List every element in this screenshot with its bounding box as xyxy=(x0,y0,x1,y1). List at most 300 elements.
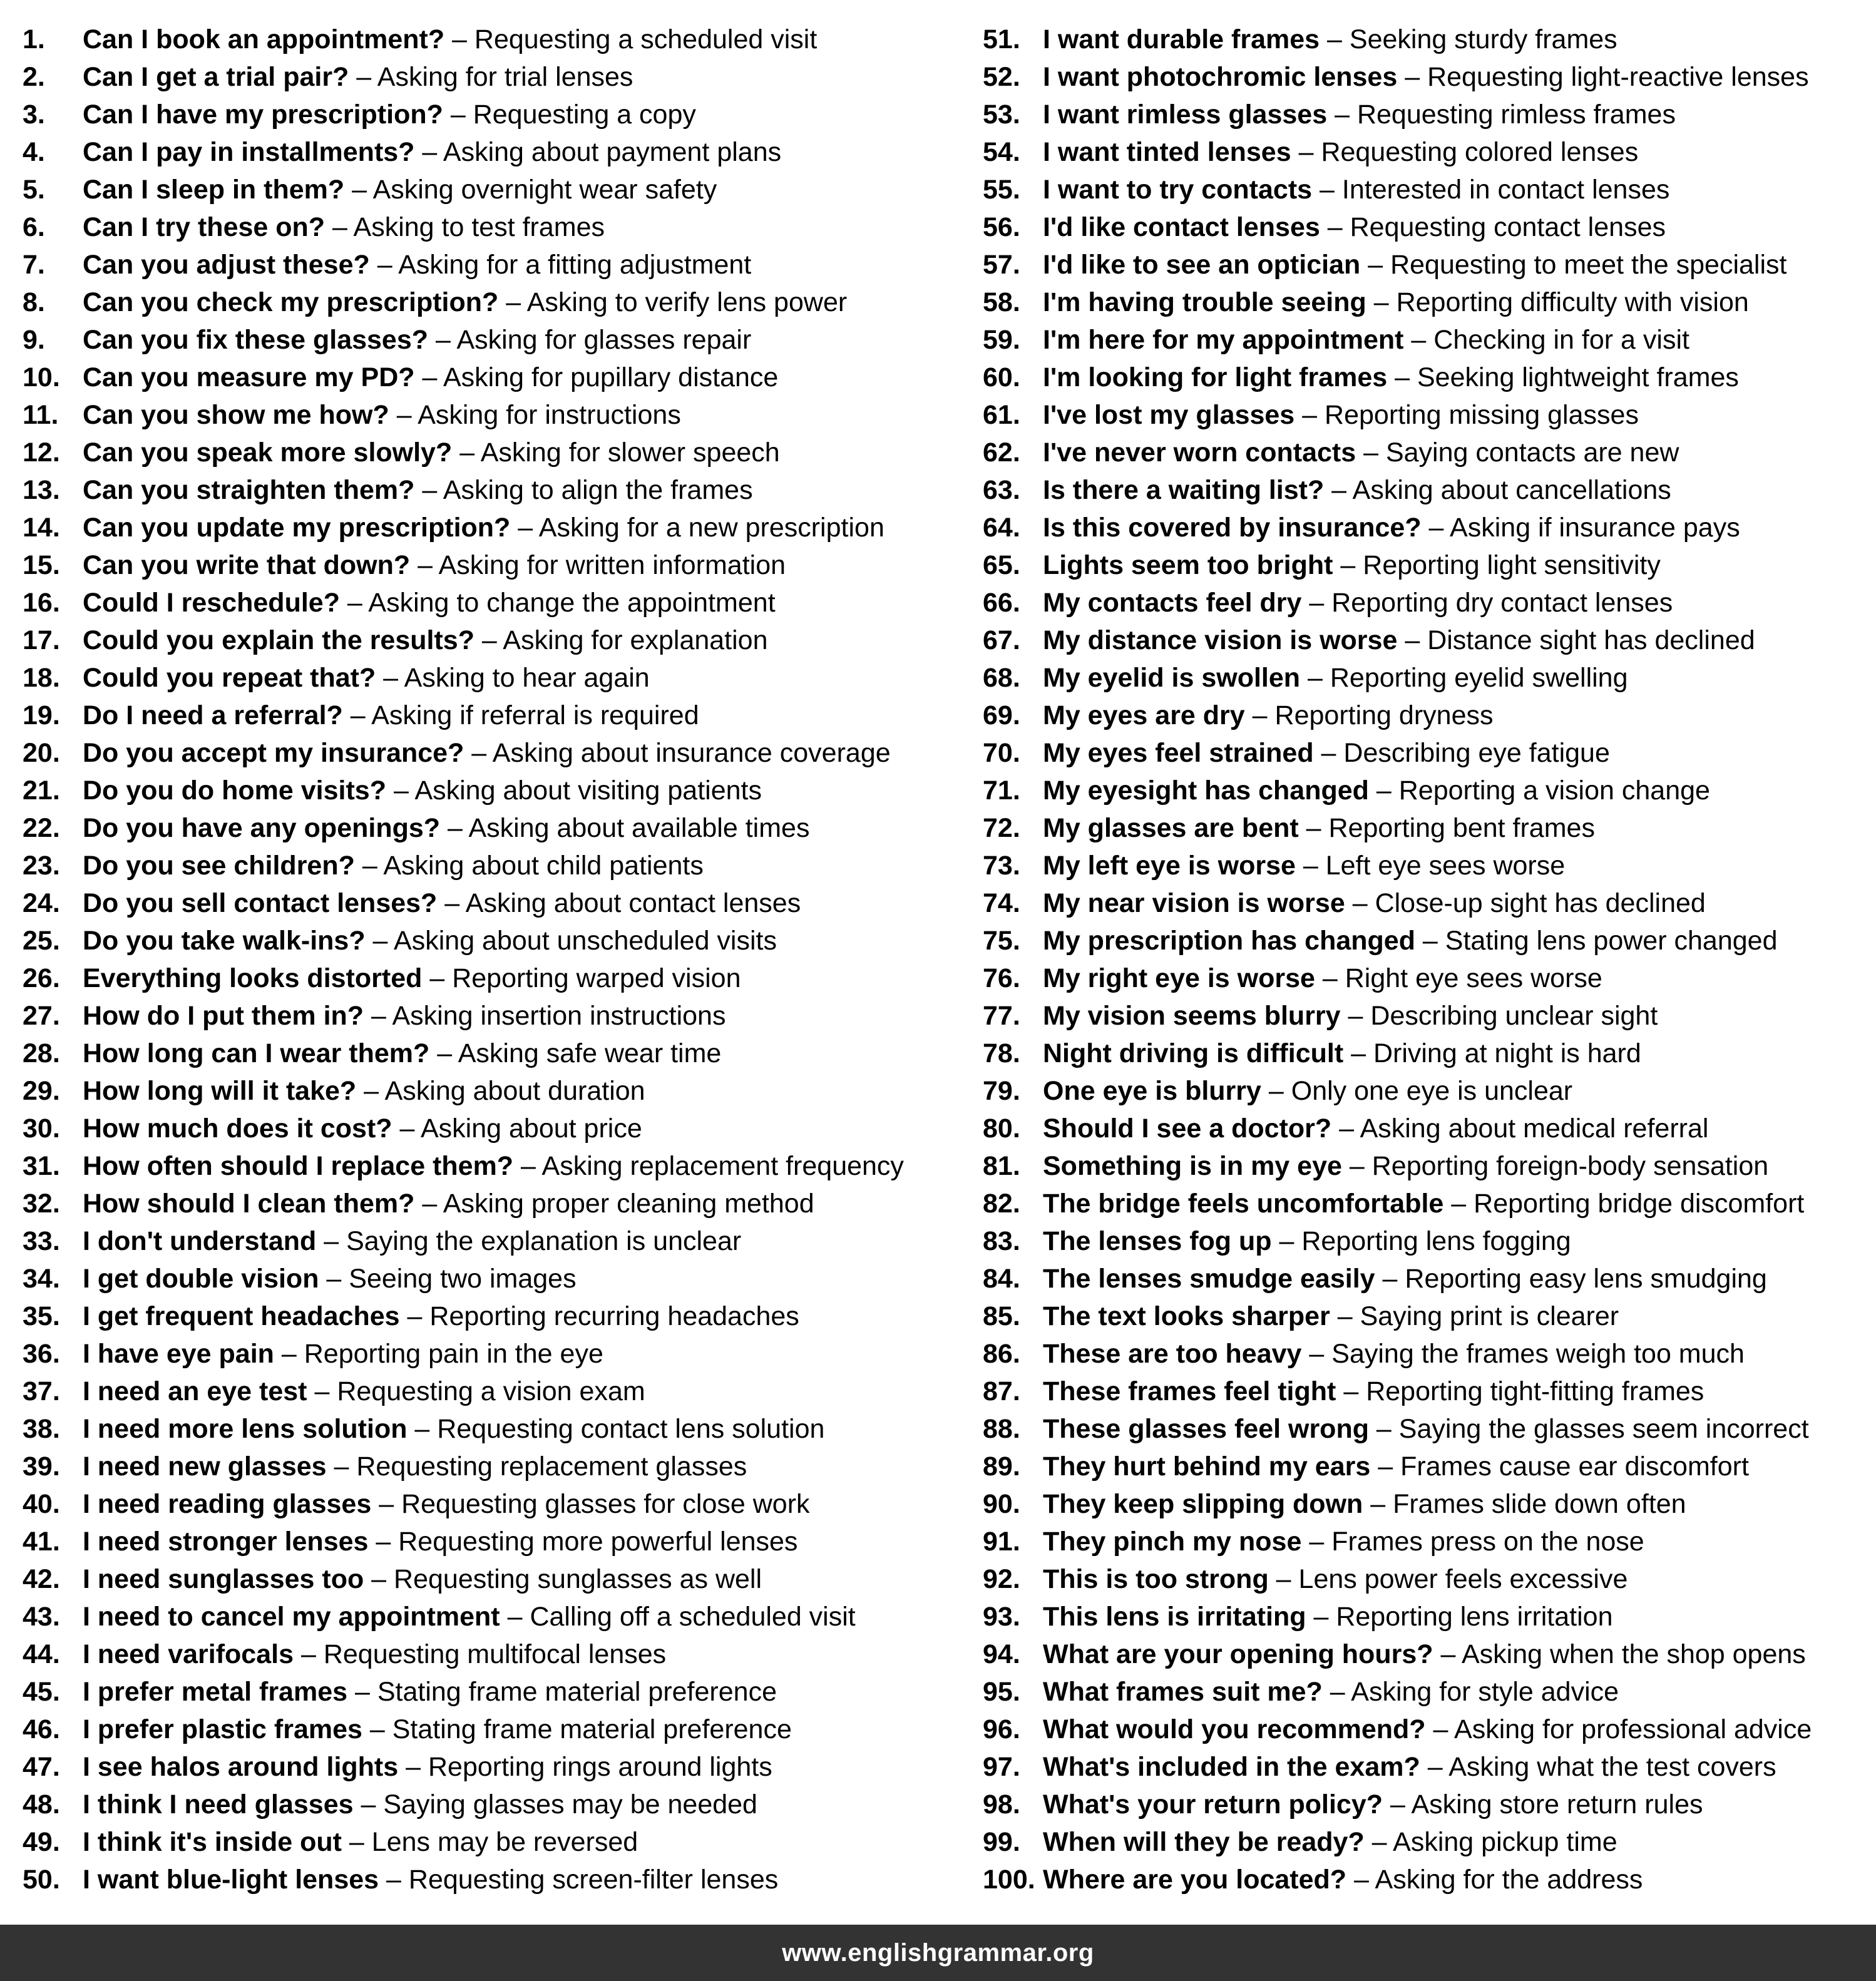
item-number: 96. xyxy=(983,1714,1020,1744)
item-description: Frames slide down often xyxy=(1393,1489,1686,1519)
list-item xyxy=(23,1635,961,1673)
list-item xyxy=(983,1298,1865,1335)
item-separator: – xyxy=(339,588,369,618)
item-number: 33. xyxy=(23,1226,60,1256)
list-item xyxy=(983,1185,1865,1222)
item-description: Asking to verify lens power xyxy=(526,287,848,317)
item-number: 3. xyxy=(23,100,45,130)
item-phrase: I think it's inside out xyxy=(83,1827,342,1857)
item-number: 47. xyxy=(23,1752,60,1782)
item-number: 39. xyxy=(23,1451,60,1482)
item-phrase: Can I book an appointment? xyxy=(83,24,445,54)
list-item xyxy=(23,21,961,58)
item-separator: – xyxy=(443,100,473,130)
item-separator: – xyxy=(1433,1639,1462,1669)
item-number: 67. xyxy=(983,625,1020,655)
item-number: 52. xyxy=(983,62,1020,92)
item-separator: – xyxy=(392,1113,421,1144)
item-separator: – xyxy=(429,1038,458,1068)
item-number: 58. xyxy=(983,287,1020,317)
item-number: 38. xyxy=(23,1414,60,1444)
item-phrase: This is too strong xyxy=(1043,1564,1269,1594)
item-phrase: What would you recommend? xyxy=(1043,1714,1426,1744)
item-number: 29. xyxy=(23,1076,60,1106)
item-number: 7. xyxy=(23,250,45,280)
list-item xyxy=(23,734,961,772)
list-item xyxy=(23,1410,961,1448)
item-number: 71. xyxy=(983,776,1020,806)
item-separator: – xyxy=(1322,1677,1351,1707)
item-number: 91. xyxy=(983,1527,1020,1557)
item-separator: – xyxy=(1443,1189,1474,1219)
item-phrase: Do you do home visits? xyxy=(83,776,386,806)
item-phrase: My left eye is worse xyxy=(1043,851,1296,881)
item-separator: – xyxy=(1345,888,1375,918)
item-number: 26. xyxy=(23,963,60,993)
list-item xyxy=(983,1260,1865,1298)
item-number: 64. xyxy=(983,513,1020,543)
item-description: Reporting recurring headaches xyxy=(429,1301,799,1331)
item-phrase: Do you sell contact lenses? xyxy=(83,888,438,918)
item-separator: – xyxy=(410,550,439,580)
item-number: 22. xyxy=(23,813,60,843)
item-phrase: Is this covered by insurance? xyxy=(1043,513,1422,543)
item-number: 15. xyxy=(23,550,60,580)
item-phrase: I'd like to see an optician xyxy=(1043,250,1361,280)
item-number: 62. xyxy=(983,438,1020,468)
item-separator: – xyxy=(422,963,453,993)
item-number: 79. xyxy=(983,1076,1020,1106)
phrase-column-left xyxy=(23,21,961,1898)
list-item xyxy=(23,659,961,697)
item-phrase: These frames feel tight xyxy=(1043,1376,1336,1406)
item-description: Requesting a copy xyxy=(473,100,696,130)
item-phrase: Do you take walk-ins? xyxy=(83,926,366,956)
item-separator: – xyxy=(399,1301,430,1331)
item-separator: – xyxy=(1356,438,1386,468)
list-item xyxy=(983,58,1865,96)
item-description: Reporting dryness xyxy=(1274,700,1494,730)
item-number: 89. xyxy=(983,1451,1020,1482)
item-description: Requesting a scheduled visit xyxy=(474,24,818,54)
item-phrase: I want blue-light lenses xyxy=(83,1865,379,1895)
item-separator: – xyxy=(1324,475,1353,505)
item-phrase: Should I see a doctor? xyxy=(1043,1113,1332,1144)
list-item xyxy=(23,471,961,509)
item-description: Requesting glasses for close work xyxy=(401,1489,810,1519)
item-number: 75. xyxy=(983,926,1020,956)
item-separator: – xyxy=(344,175,373,205)
item-description: Asking for trial lenses xyxy=(377,62,633,92)
list-item xyxy=(983,321,1865,359)
item-phrase: These are too heavy xyxy=(1043,1339,1302,1369)
list-item xyxy=(983,847,1865,884)
list-item xyxy=(983,1335,1865,1373)
list-item xyxy=(23,1560,961,1598)
item-phrase: I've lost my glasses xyxy=(1043,400,1295,430)
item-number: 93. xyxy=(983,1602,1020,1632)
item-description: Asking overnight wear safety xyxy=(372,175,717,205)
item-description: Reporting bent frames xyxy=(1328,813,1595,843)
item-phrase: The text looks sharper xyxy=(1043,1301,1330,1331)
item-description: Asking for a new prescription xyxy=(538,513,884,543)
item-separator: – xyxy=(1327,100,1357,130)
item-phrase: How long will it take? xyxy=(83,1076,357,1106)
list-item xyxy=(983,284,1865,321)
item-description: Asking about price xyxy=(420,1113,642,1144)
item-description: Requesting contact lens solution xyxy=(437,1414,825,1444)
item-phrase: Something is in my eye xyxy=(1043,1151,1342,1181)
item-phrase: Do you accept my insurance? xyxy=(83,738,464,768)
item-number: 16. xyxy=(23,588,60,618)
item-separator: – xyxy=(294,1639,324,1669)
item-phrase: What frames suit me? xyxy=(1043,1677,1323,1707)
list-item xyxy=(983,1786,1865,1823)
list-item xyxy=(983,1147,1865,1185)
item-number: 73. xyxy=(983,851,1020,881)
item-number: 63. xyxy=(983,475,1020,505)
list-item xyxy=(983,1523,1865,1560)
item-description: Seeking lightweight frames xyxy=(1417,362,1739,392)
list-item xyxy=(983,171,1865,208)
list-item xyxy=(983,396,1865,434)
item-number: 41. xyxy=(23,1527,60,1557)
item-separator: – xyxy=(1330,1301,1360,1331)
item-description: Asking what the test covers xyxy=(1448,1752,1776,1782)
item-phrase: I need reading glasses xyxy=(83,1489,372,1519)
item-separator: – xyxy=(440,813,469,843)
item-separator: – xyxy=(1341,1151,1372,1181)
item-number: 11. xyxy=(23,400,59,430)
item-number: 17. xyxy=(23,625,60,655)
item-separator: – xyxy=(307,1376,337,1406)
item-phrase: Can I sleep in them? xyxy=(83,175,345,205)
item-description: Asking for professional advice xyxy=(1454,1714,1812,1744)
item-phrase: I'm having trouble seeing xyxy=(1043,287,1366,317)
item-number: 4. xyxy=(23,137,45,167)
item-number: 70. xyxy=(983,738,1020,768)
item-separator: – xyxy=(347,1677,377,1707)
item-description: Reporting pain in the eye xyxy=(304,1339,603,1369)
list-item xyxy=(983,1035,1865,1072)
item-description: Asking store return rules xyxy=(1411,1789,1703,1820)
item-phrase: The bridge feels uncomfortable xyxy=(1043,1189,1444,1219)
list-item xyxy=(983,1748,1865,1786)
item-separator: – xyxy=(414,1189,443,1219)
item-description: Saying print is clearer xyxy=(1360,1301,1619,1331)
item-description: Asking about child patients xyxy=(383,851,704,881)
list-item xyxy=(983,1861,1865,1898)
list-item xyxy=(983,772,1865,809)
list-item xyxy=(983,434,1865,471)
item-separator: – xyxy=(498,287,527,317)
item-number: 28. xyxy=(23,1038,60,1068)
list-item xyxy=(23,809,961,847)
item-separator: – xyxy=(414,475,443,505)
item-description: Frames cause ear discomfort xyxy=(1400,1451,1749,1482)
item-phrase: Do you have any openings? xyxy=(83,813,441,843)
item-number: 30. xyxy=(23,1113,60,1144)
item-phrase: I need new glasses xyxy=(83,1451,327,1482)
item-separator: – xyxy=(452,438,481,468)
item-number: 48. xyxy=(23,1789,60,1820)
list-item xyxy=(23,1823,961,1861)
item-description: Asking about visiting patients xyxy=(414,776,762,806)
list-item xyxy=(23,1711,961,1748)
item-number: 81. xyxy=(983,1151,1020,1181)
item-separator: – xyxy=(1313,738,1344,768)
item-description: Describing eye fatigue xyxy=(1343,738,1610,768)
item-separator: – xyxy=(500,1602,530,1632)
item-separator: – xyxy=(365,926,394,956)
item-description: Asking about medical referral xyxy=(1360,1113,1709,1144)
list-item xyxy=(23,1598,961,1635)
list-item xyxy=(983,1560,1865,1598)
item-description: Stating lens power changed xyxy=(1445,926,1778,956)
item-separator: – xyxy=(362,1714,392,1744)
list-item xyxy=(983,809,1865,847)
item-description: Reporting dry contact lenses xyxy=(1331,588,1673,618)
item-description: Asking for explanation xyxy=(503,625,768,655)
list-item xyxy=(23,1147,961,1185)
list-item xyxy=(23,284,961,321)
item-number: 65. xyxy=(983,550,1020,580)
item-number: 85. xyxy=(983,1301,1020,1331)
list-item xyxy=(23,922,961,960)
item-description: Reporting a vision change xyxy=(1398,776,1710,806)
item-phrase: My distance vision is worse xyxy=(1043,625,1398,655)
item-phrase: This lens is irritating xyxy=(1043,1602,1306,1632)
item-number: 92. xyxy=(983,1564,1020,1594)
item-description: Frames press on the nose xyxy=(1331,1527,1644,1557)
item-separator: – xyxy=(1403,325,1434,355)
list-item xyxy=(23,1260,961,1298)
item-separator: – xyxy=(326,1451,357,1482)
item-phrase: My contacts feel dry xyxy=(1043,588,1302,618)
item-description: Right eye sees worse xyxy=(1345,963,1602,993)
item-phrase: What are your opening hours? xyxy=(1043,1639,1433,1669)
item-description: Stating frame material preference xyxy=(392,1714,792,1744)
item-number: 14. xyxy=(23,513,60,543)
item-phrase: They keep slipping down xyxy=(1043,1489,1363,1519)
item-separator: – xyxy=(1301,588,1332,618)
list-item xyxy=(983,21,1865,58)
item-description: Describing unclear sight xyxy=(1370,1001,1658,1031)
item-phrase: I need stronger lenses xyxy=(83,1527,369,1557)
item-number: 53. xyxy=(983,100,1020,130)
list-item xyxy=(23,171,961,208)
item-separator: – xyxy=(371,1489,402,1519)
item-separator: – xyxy=(356,1076,385,1106)
list-item xyxy=(23,1185,961,1222)
list-item xyxy=(23,1485,961,1523)
item-description: Reporting lens fogging xyxy=(1301,1226,1571,1256)
item-number: 87. xyxy=(983,1376,1020,1406)
item-description: Asking about cancellations xyxy=(1352,475,1671,505)
list-item xyxy=(23,697,961,734)
list-item xyxy=(23,546,961,584)
item-description: Reporting lens irritation xyxy=(1336,1602,1613,1632)
item-separator: – xyxy=(274,1339,304,1369)
item-separator: – xyxy=(1301,1339,1332,1369)
item-description: Requesting sunglasses as well xyxy=(394,1564,762,1594)
item-phrase: Is there a waiting list? xyxy=(1043,475,1325,505)
list-item xyxy=(983,208,1865,246)
item-phrase: What's your return policy? xyxy=(1043,1789,1383,1820)
item-number: 23. xyxy=(23,851,60,881)
item-phrase: I get double vision xyxy=(83,1264,319,1294)
list-item xyxy=(23,1523,961,1560)
item-description: Asking about payment plans xyxy=(443,137,782,167)
item-description: Asking for glasses repair xyxy=(456,325,752,355)
item-description: Asking replacement frequency xyxy=(541,1151,904,1181)
item-phrase: One eye is blurry xyxy=(1043,1076,1261,1106)
list-item xyxy=(23,396,961,434)
item-separator: – xyxy=(1397,625,1428,655)
item-description: Calling off a scheduled visit xyxy=(530,1602,856,1632)
item-description: Asking to change the appointment xyxy=(368,588,776,618)
item-separator: – xyxy=(369,250,399,280)
item-description: Saying the frames weigh too much xyxy=(1331,1339,1745,1369)
item-separator: – xyxy=(1421,513,1450,543)
item-description: Saying glasses may be needed xyxy=(383,1789,757,1820)
item-number: 90. xyxy=(983,1489,1020,1519)
item-separator: – xyxy=(444,24,474,54)
list-item xyxy=(983,922,1865,960)
item-description: Reporting rings around lights xyxy=(428,1752,772,1782)
list-item xyxy=(23,1072,961,1110)
item-description: Asking for the address xyxy=(1375,1865,1643,1895)
item-separator: – xyxy=(1261,1076,1291,1106)
list-item xyxy=(983,359,1865,396)
item-description: Requesting multifocal lenses xyxy=(323,1639,667,1669)
item-phrase: My right eye is worse xyxy=(1043,963,1315,993)
item-number: 44. xyxy=(23,1639,60,1669)
list-item xyxy=(983,1222,1865,1260)
item-description: Reporting missing glasses xyxy=(1325,400,1639,430)
item-phrase: I want to try contacts xyxy=(1043,175,1313,205)
item-description: Asking proper cleaning method xyxy=(443,1189,814,1219)
item-separator: – xyxy=(1336,1376,1366,1406)
item-description: Asking for pupillary distance xyxy=(443,362,779,392)
item-number: 60. xyxy=(983,362,1020,392)
item-separator: – xyxy=(414,137,443,167)
item-separator: – xyxy=(354,851,384,881)
item-phrase: Do I need a referral? xyxy=(83,700,343,730)
list-item xyxy=(23,509,961,546)
item-phrase: They hurt behind my ears xyxy=(1043,1451,1371,1482)
item-number: 77. xyxy=(983,1001,1020,1031)
item-separator: – xyxy=(364,1001,392,1031)
list-item xyxy=(23,622,961,659)
list-item xyxy=(23,997,961,1035)
list-item xyxy=(983,997,1865,1035)
item-phrase: Everything looks distorted xyxy=(83,963,423,993)
item-phrase: I want photochromic lenses xyxy=(1043,62,1398,92)
item-number: 42. xyxy=(23,1564,60,1594)
item-description: Asking about insurance coverage xyxy=(492,738,891,768)
item-phrase: I need more lens solution xyxy=(83,1414,407,1444)
item-description: Reporting light sensitivity xyxy=(1363,550,1661,580)
item-number: 68. xyxy=(983,663,1020,693)
item-number: 69. xyxy=(983,700,1020,730)
item-number: 54. xyxy=(983,137,1020,167)
list-item xyxy=(23,1673,961,1711)
list-item xyxy=(983,1110,1865,1147)
list-item xyxy=(23,434,961,471)
item-phrase: I need to cancel my appointment xyxy=(83,1602,500,1632)
item-description: Only one eye is unclear xyxy=(1291,1076,1573,1106)
list-item xyxy=(983,546,1865,584)
item-number: 82. xyxy=(983,1189,1020,1219)
item-description: Checking in for a visit xyxy=(1433,325,1689,355)
item-separator: – xyxy=(1383,1789,1412,1820)
item-separator: – xyxy=(376,663,404,693)
item-phrase: I need varifocals xyxy=(83,1639,294,1669)
item-description: Left eye sees worse xyxy=(1325,851,1566,881)
item-phrase: Can you straighten them? xyxy=(83,475,415,505)
item-separator: – xyxy=(414,362,443,392)
item-description: Asking about available times xyxy=(468,813,810,843)
item-number: 6. xyxy=(23,212,45,242)
item-number: 10. xyxy=(23,362,60,392)
item-phrase: Can you measure my PD? xyxy=(83,362,415,392)
item-description: Saying the glasses seem incorrect xyxy=(1398,1414,1809,1444)
item-separator: – xyxy=(316,1226,347,1256)
item-description: Reporting tight-fitting frames xyxy=(1366,1376,1704,1406)
item-separator: – xyxy=(1320,24,1350,54)
item-number: 50. xyxy=(23,1865,60,1895)
item-phrase: I want rimless glasses xyxy=(1043,100,1328,130)
item-description: Asking for written information xyxy=(438,550,786,580)
item-separator: – xyxy=(1363,1489,1393,1519)
item-separator: – xyxy=(1375,1264,1405,1294)
item-number: 24. xyxy=(23,888,60,918)
item-separator: – xyxy=(1298,813,1329,843)
item-description: Asking for a fitting adjustment xyxy=(398,250,752,280)
item-number: 55. xyxy=(983,175,1020,205)
list-item xyxy=(23,1373,961,1410)
list-item xyxy=(983,1072,1865,1110)
list-item xyxy=(983,1823,1865,1861)
list-item xyxy=(983,1373,1865,1410)
phrase-column-right xyxy=(983,21,1865,1898)
item-separator: – xyxy=(1271,1226,1302,1256)
item-number: 34. xyxy=(23,1264,60,1294)
item-number: 95. xyxy=(983,1677,1020,1707)
item-phrase: My prescription has changed xyxy=(1043,926,1415,956)
list-item xyxy=(983,734,1865,772)
item-separator: – xyxy=(1360,250,1391,280)
item-description: Seeking sturdy frames xyxy=(1349,24,1617,54)
item-separator: – xyxy=(342,700,372,730)
item-number: 84. xyxy=(983,1264,1020,1294)
item-description: Asking if referral is required xyxy=(371,700,699,730)
item-number: 40. xyxy=(23,1489,60,1519)
item-separator: – xyxy=(1312,175,1342,205)
item-phrase: I think I need glasses xyxy=(83,1789,354,1820)
list-item xyxy=(23,1335,961,1373)
item-description: Interested in contact lenses xyxy=(1341,175,1670,205)
item-description: Requesting replacement glasses xyxy=(356,1451,747,1482)
item-description: Requesting a vision exam xyxy=(337,1376,645,1406)
item-number: 51. xyxy=(983,24,1020,54)
item-number: 36. xyxy=(23,1339,60,1369)
item-phrase: How much does it cost? xyxy=(83,1113,392,1144)
item-phrase: I prefer plastic frames xyxy=(83,1714,362,1744)
item-phrase: Do you see children? xyxy=(83,851,355,881)
list-item xyxy=(983,471,1865,509)
